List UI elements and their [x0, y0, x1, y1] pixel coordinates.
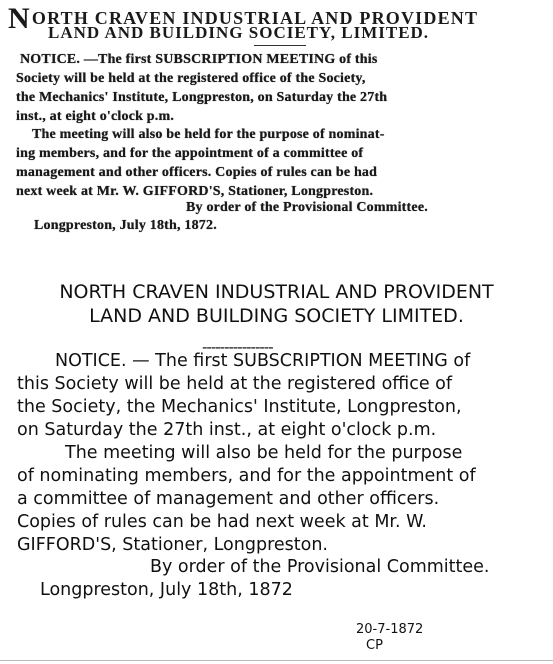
- transcript-line: The meeting will also be held for the purpose: [65, 443, 463, 463]
- transcript-heading-line1: NORTH CRAVEN INDUSTRIAL AND PROVIDENT: [59, 281, 494, 303]
- clipping-line: inst., at eight o'clock p.m.: [16, 109, 175, 124]
- clipping-divider: [254, 45, 306, 46]
- transcript-line: this Society will be held at the registered office of: [17, 374, 453, 394]
- transcript-line: NOTICE. — The first SUBSCRIPTION MEETING of: [55, 351, 471, 371]
- clipping-title-line2: LAND AND BUILDING SOCIETY, LIMITED.: [48, 23, 430, 42]
- reference-initials: CP: [366, 638, 383, 653]
- reference-date: 20-7-1872: [356, 622, 424, 637]
- clipping-line: ing members, and for the appointment of a committee of: [16, 146, 364, 161]
- clipping-date: Longpreston, July 18th, 1872.: [34, 218, 217, 233]
- clipping-line: next week at Mr. W. GIFFORD'S, Stationer, Longpreston.: [16, 184, 374, 199]
- transcript-heading-line2: LAND AND BUILDING SOCIETY LIMITED.: [89, 305, 464, 327]
- transcript-line: Copies of rules can be had next week at Mr. W.: [17, 512, 427, 532]
- transcript-line: on Saturday the 27th inst., at eight o'clock p.m.: [17, 420, 437, 440]
- clipping-signature: By order of the Provisional Committee.: [186, 200, 428, 215]
- transcript-line: GIFFORD'S, Stationer, Longpreston.: [17, 535, 328, 555]
- clipping-line: management and other officers. Copies of rules can be had: [16, 165, 378, 180]
- transcript-separator: ----------------: [202, 338, 273, 356]
- transcript-line: the Society, the Mechanics' Institute, Longpreston,: [17, 397, 462, 417]
- transcript-line: a committee of management and other officers.: [17, 489, 440, 509]
- transcript-signature: By order of the Provisional Committee.: [150, 557, 490, 577]
- clipping-title-line1-text: ORTH CRAVEN INDUSTRIAL AND PROVIDENT: [31, 8, 479, 28]
- clipping-line: the Mechanics' Institute, Longpreston, on Saturday the 27th: [16, 90, 388, 105]
- transcript-date: Longpreston, July 18th, 1872: [40, 580, 293, 600]
- bottom-divider: [0, 660, 553, 661]
- newspaper-clipping: [0, 0, 553, 240]
- clipping-line: Society will be held at the registered office of the Society,: [16, 71, 366, 86]
- clipping-line: NOTICE. —The first SUBSCRIPTION MEETING of this: [20, 52, 378, 67]
- clipping-drop-initial: N: [8, 2, 31, 35]
- transcript-line: of nominating members, and for the appointment of: [17, 466, 476, 486]
- clipping-line: The meeting will also be held for the purpose of nominat-: [32, 127, 385, 142]
